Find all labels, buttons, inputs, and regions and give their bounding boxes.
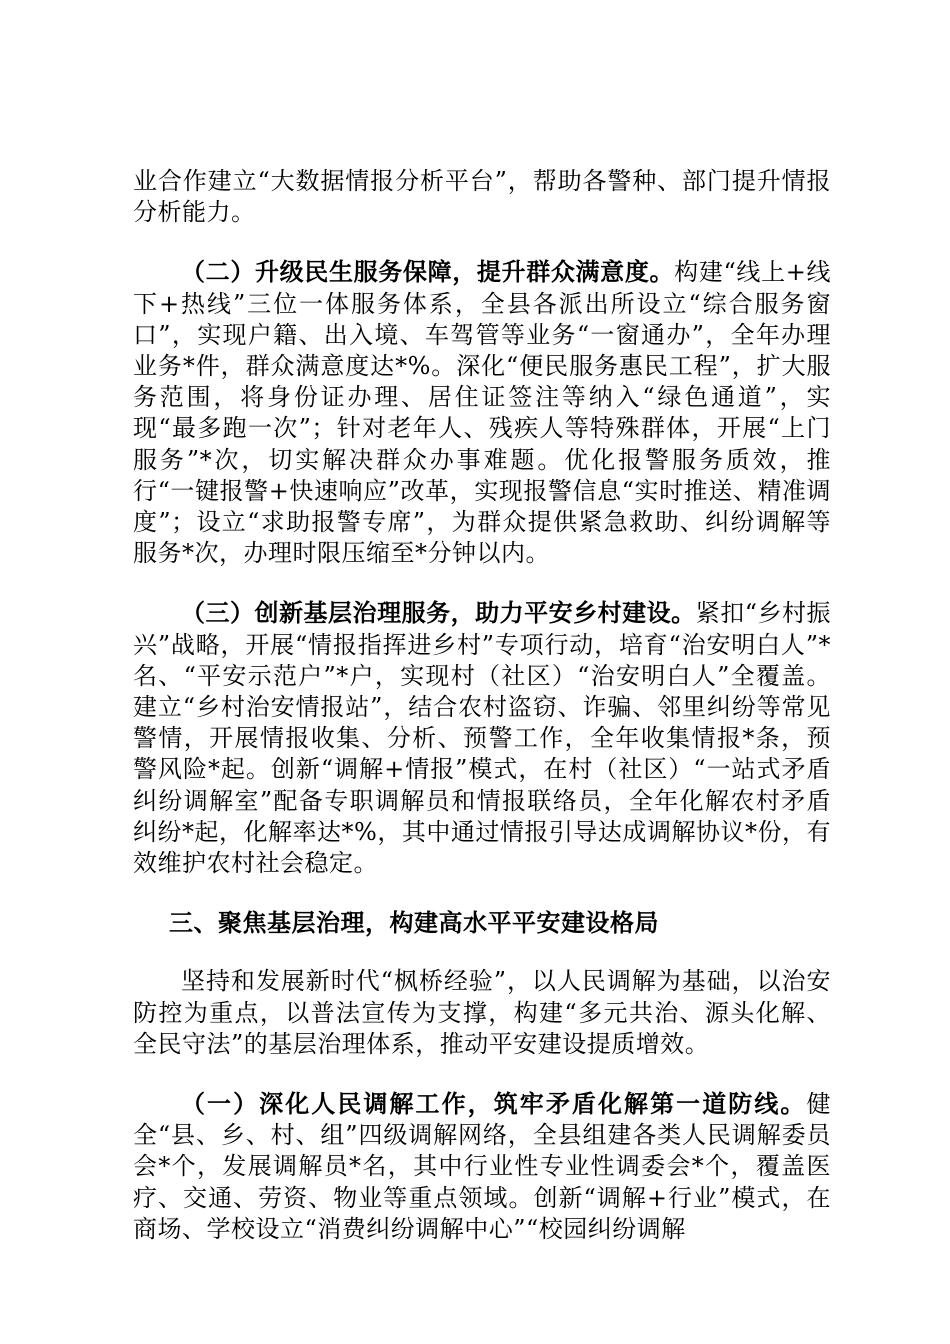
paragraph-body: 构建“线上+线下+热线”三位一体服务体系，全县各派出所设立“综合服务窗口”，实现户籍、出入境、车驾管等业务“一窗通办”，全年办理业务*件，群众满意度达*%。深化“便民服务惠民工程”，扩大服务范围，将身份证办理、居住证签注等纳入“绿色通道”，实现“最多跑一次”；针对老年人、残疾人等特殊群体，开展“上门服务”*次，切实解决群众办事难题。优化报警服务质效，推行“一键报警+快速响应”改革，实现报警信息“实时推送、精准调度”；设立“求助报警专席”，为群众提供紧急救助、纠纷调解等服务*次，办理时限压缩至*分钟以内。 xyxy=(133,258,831,568)
document-page xyxy=(133,166,831,1245)
paragraph-body: 紧扣“乡村振兴”战略，开展“情报指挥进乡村”专项行动，培育“治安明白人”*名、“平安示范户”*户，实现村（社区）“治安明白人”全覆盖。建立“乡村治安情报站”，结合农村盗窃、诈骗、邻里纠纷等常见警情，开展情报收集、分析、预警工作，全年收集情报*条，预警风险*起。创新“调解+情报”模式，在村（社区）“一站式矛盾纠纷调解室”配备专职调解员和情报联络员，全年化解农村矛盾纠纷*起，化解率达*%，其中通过情报引导达成调解协议*份，有效维护农村社会稳定。 xyxy=(133,599,831,878)
section-heading: 三、聚焦基层治理，构建高水平平安建设格局 xyxy=(169,908,659,938)
paragraph-people-mediation xyxy=(133,1088,831,1245)
subheading-grassroots-governance: （三）创新基层治理服务，助力平安乡村建设。 xyxy=(181,598,696,628)
subheading-people-mediation: （一）深化人民调解工作，筑牢矛盾化解第一道防线。 xyxy=(181,1089,807,1119)
subheading-livelihood-services: （二）升级民生服务保障，提升群众满意度。 xyxy=(181,257,675,287)
paragraph-intro: 坚持和发展新时代“枫桥经验”，以人民调解为基础，以治安防控为重点，以普法宣传为支撑，构建“多元共治、源头化解、全民守法”的基层治理体系，推动平安建设提质增效。 xyxy=(133,967,831,1058)
paragraph-body: 健全“县、乡、村、组”四级调解网络，全县组建各类人民调解委员会*个，发展调解员*名，其中行业性专业性调委会*个，覆盖医疗、交通、劳资、物业等重点领域。创新“调解+行业”模式，在商场、学校设立“消费纠纷调解中心”“校园纠纷调解 xyxy=(133,1090,831,1243)
paragraph-grassroots-governance xyxy=(133,597,831,879)
paragraph-continuation: 业合作建立“大数据情报分析平台”，帮助各警种、部门提升情报分析能力。 xyxy=(133,167,831,227)
paragraph-livelihood-services xyxy=(133,256,831,569)
